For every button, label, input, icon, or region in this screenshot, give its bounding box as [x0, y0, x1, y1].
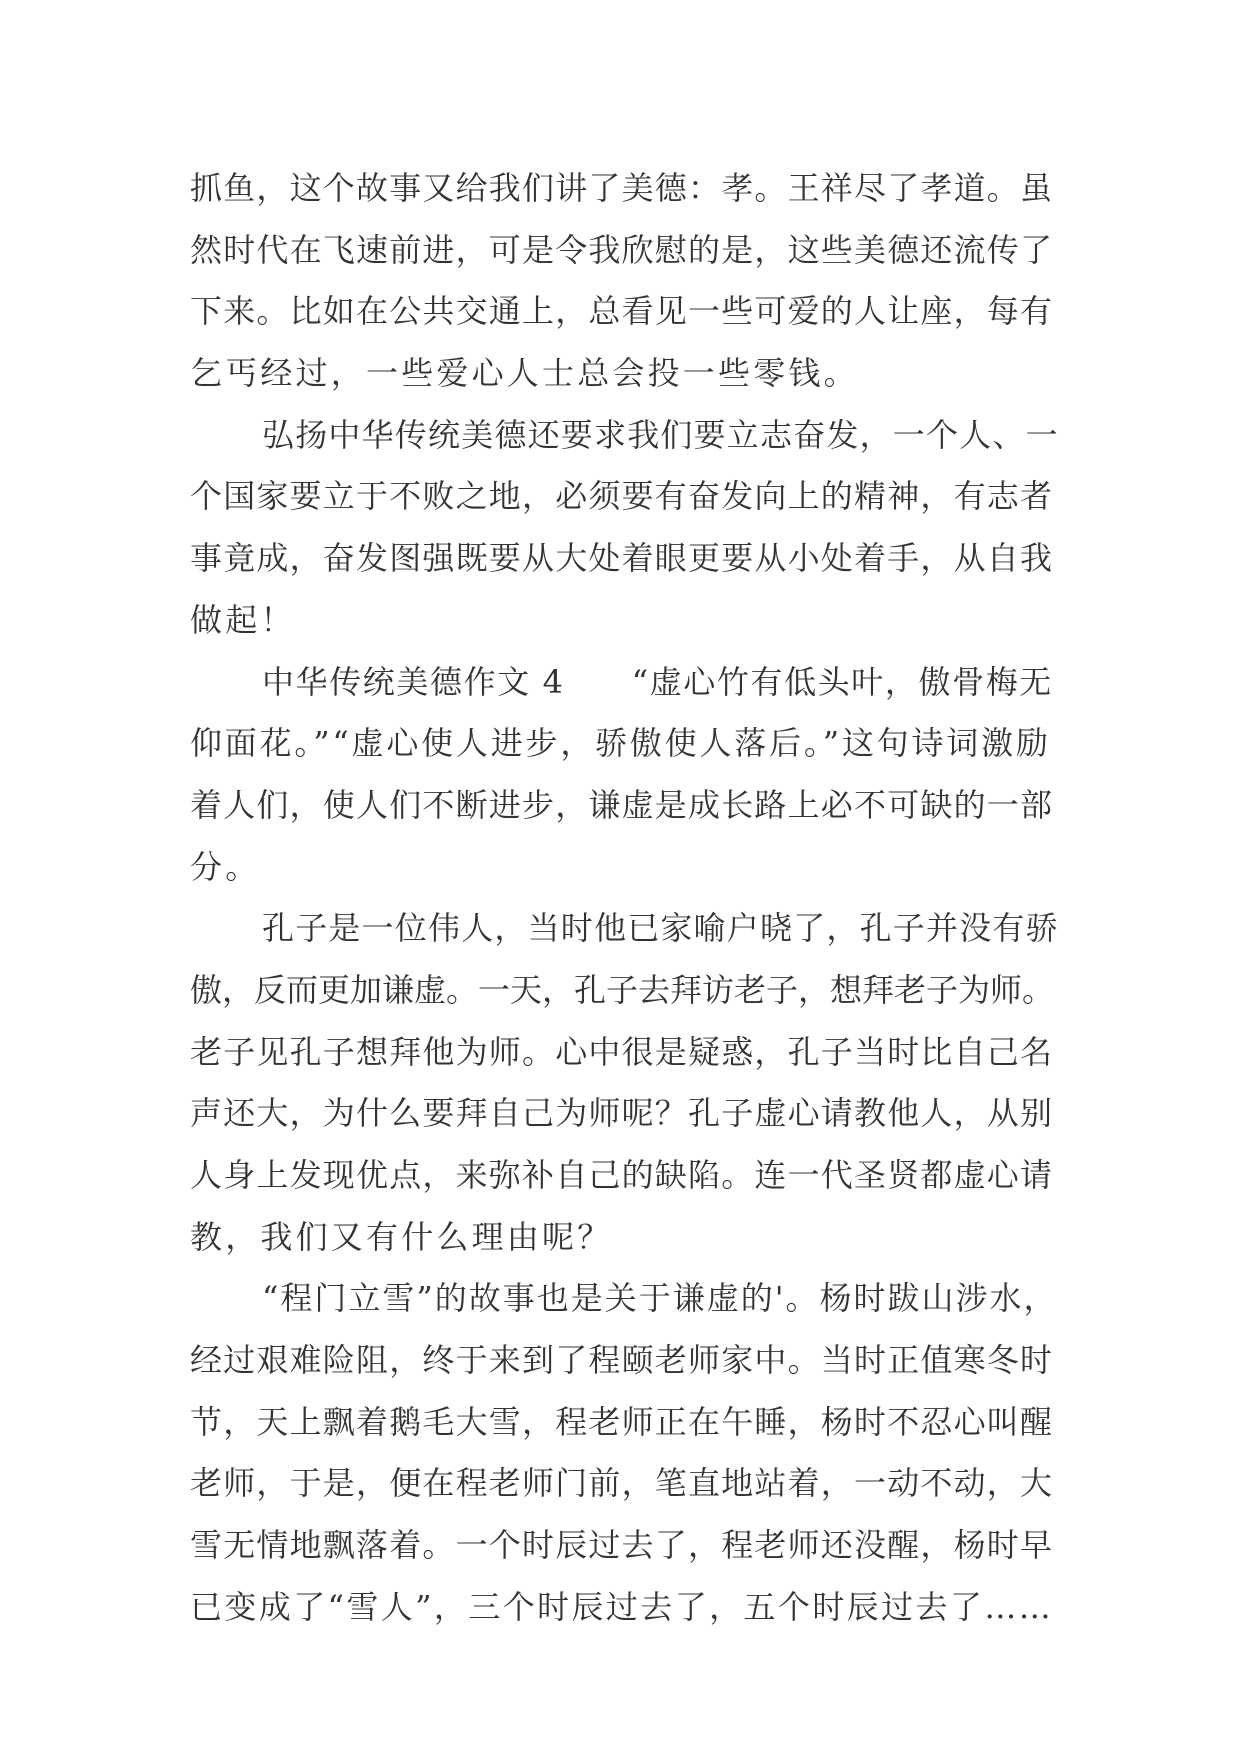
text-line: 已变成了“雪人”，三个时辰过去了，五个时辰过去了……	[190, 1587, 1054, 1626]
text-line: 弘扬中华传统美德还要求我们要立志奋发，一个人、一	[262, 415, 1059, 454]
text-line: 事竟成，奋发图强既要从大处着眼更要从小处着手，从自我	[190, 539, 1054, 578]
text-line: 中华传统美德作文 4 “虚心竹有低头叶，傲骨梅无	[262, 662, 1053, 701]
text-line: 分。	[190, 847, 261, 886]
text-line: 傲，反而更加谦虚。一天，孔子去拜访老子，想拜老子为师。	[190, 970, 1055, 1009]
document-body	[190, 158, 1060, 1639]
text-line: 抓鱼，这个故事又给我们讲了美德：孝。王祥尽了孝道。虽	[190, 169, 1054, 207]
text-line: 经过艰难险阻，终于来到了程颐老师家中。当时正值寒冬时	[190, 1341, 1054, 1380]
text-line: 节，天上飘着鹅毛大雪，程老师正在午睡，杨时不忍心叫醒	[190, 1402, 1054, 1441]
text-line: 仰面花。”“虚心使人进步，骄傲使人落后。”这句诗词激励	[190, 724, 1051, 763]
text-line: 个国家要立于不败之地，必须要有奋发向上的精神，有志者	[190, 477, 1054, 516]
text-line: 然时代在飞速前进，可是令我欣慰的是，这些美德还流传了	[190, 230, 1054, 269]
text-line: 着人们，使人们不断进步，谦虚是成长路上必不可缺的一部	[190, 785, 1054, 824]
text-line: “程门立雪”的故事也是关于谦虚的'。杨时跋山涉水，	[262, 1279, 1058, 1318]
text-line: 做起！	[190, 600, 296, 639]
text-line: 老子见孔子想拜他为师。心中很是疑惑，孔子当时比自己名	[190, 1032, 1054, 1071]
text-line: 下来。比如在公共交通上，总看见一些可爱的人让座，每有	[190, 292, 1054, 331]
text-line: 教，我们又有什么理由呢？	[190, 1217, 613, 1256]
text-line: 孔子是一位伟人，当时他已家喻户晓了，孔子并没有骄	[262, 909, 1059, 948]
text-line: 声还大，为什么要拜自己为师呢？孔子虚心请教他人，从别	[190, 1094, 1054, 1133]
text-line: 雪无情地飘落着。一个时辰过去了，程老师还没醒，杨时早	[190, 1526, 1054, 1565]
text-line: 人身上发现优点，来弥补自己的缺陷。连一代圣贤都虚心请	[190, 1156, 1054, 1194]
text-line: 老师，于是，便在程老师门前，笔直地站着，一动不动，大	[190, 1464, 1054, 1503]
text-line: 乞丐经过，一些爱心人士总会投一些零钱。	[190, 354, 859, 393]
